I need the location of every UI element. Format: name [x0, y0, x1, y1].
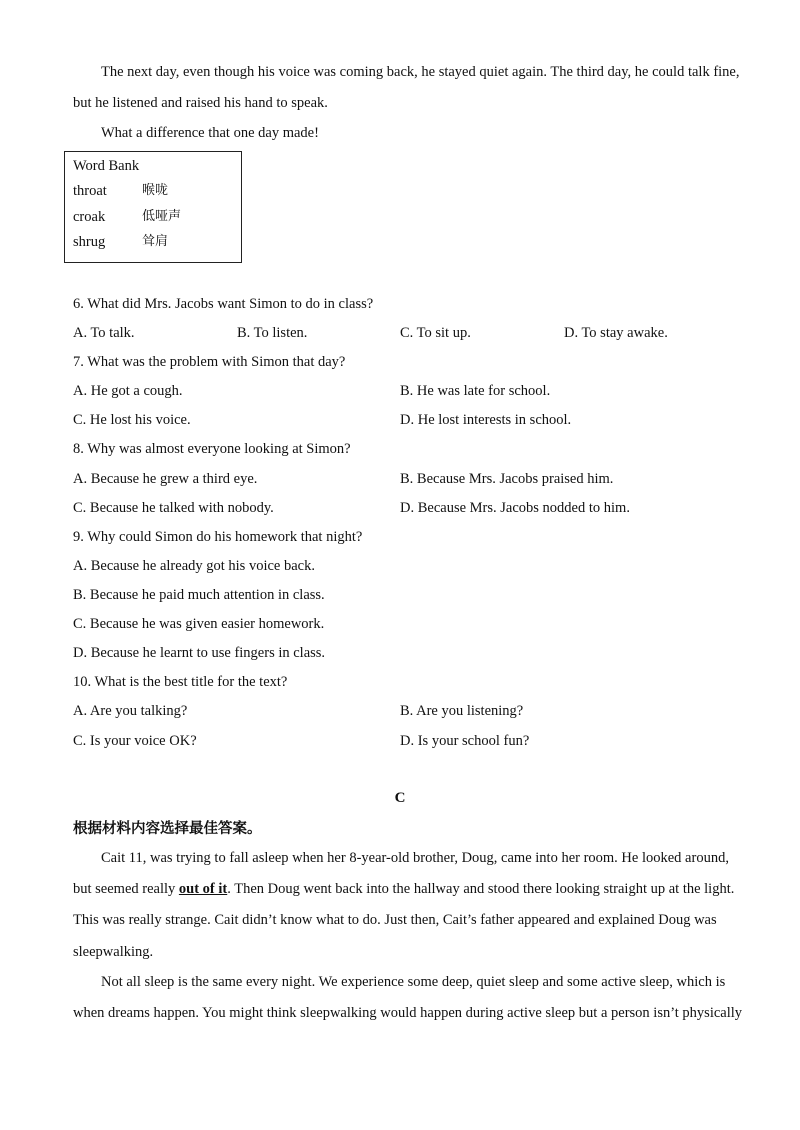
passage-paragraph: Cait 11, was trying to fall asleep when her 8-year-old brother, Doug, came into her room. He looked around, [101, 850, 729, 866]
word-bank-en: croak [73, 209, 106, 225]
passage-paragraph: What a difference that one day made! [101, 125, 319, 141]
question-text: 9. Why could Simon do his homework that night? [73, 529, 363, 545]
answer-option: D. He lost interests in school. [400, 412, 572, 428]
answer-option: C. He lost his voice. [73, 412, 191, 428]
word-bank-en: shrug [73, 234, 106, 250]
word-bank-cn: 喉咙 [142, 183, 169, 198]
passage-paragraph-continued: sleepwalking. [73, 944, 154, 960]
question-text: 6. What did Mrs. Jacobs want Simon to do in class? [73, 296, 374, 312]
section-instruction: 根据材料内容选择最佳答案。 [73, 821, 262, 837]
word-bank-cn: 耸肩 [142, 234, 169, 249]
answer-option: B. He was late for school. [400, 383, 551, 399]
answer-option: A. To talk. [73, 325, 135, 341]
answer-option: C. Is your voice OK? [73, 733, 197, 749]
word-bank-title: Word Bank [73, 158, 140, 174]
passage-paragraph-continued: This was really strange. Cait didn’t know what to do. Just then, Cait’s father appeared and explained Doug was [73, 912, 717, 928]
passage-paragraph-continued [73, 879, 734, 899]
underlined-phrase: out of it [178, 881, 228, 897]
answer-option: C. To sit up. [400, 325, 471, 341]
answer-option: A. Are you talking? [73, 703, 188, 719]
answer-option: D. Because Mrs. Jacobs nodded to him. [400, 500, 630, 516]
word-bank-box [64, 151, 242, 263]
passage-paragraph: The next day, even though his voice was coming back, he stayed quiet again. The third day, he could talk fine, [101, 64, 740, 80]
answer-option: B. To listen. [237, 325, 308, 341]
question-text: 7. What was the problem with Simon that day? [73, 354, 346, 370]
answer-option: C. Because he talked with nobody. [73, 500, 274, 516]
word-bank-en: throat [73, 183, 107, 199]
section-heading: C [394, 790, 406, 806]
question-text: 8. Why was almost everyone looking at Simon? [73, 441, 351, 457]
answer-option: D. Because he learnt to use fingers in class. [73, 645, 326, 661]
answer-option: B. Because Mrs. Jacobs praised him. [400, 471, 614, 487]
answer-option: D. To stay awake. [564, 325, 668, 341]
passage-paragraph-continued: when dreams happen. You might think sleepwalking would happen during active sleep but a person isn’t physically [73, 1005, 743, 1021]
answer-option: B. Are you listening? [400, 703, 524, 719]
answer-option: D. Is your school fun? [400, 733, 530, 749]
answer-option: B. Because he paid much attention in class. [73, 587, 325, 603]
passage-text: . Then Doug went back into the hallway and stood there looking straight up at the light. [227, 881, 735, 897]
answer-option: A. He got a cough. [73, 383, 183, 399]
word-bank-cn: 低哑声 [142, 209, 182, 224]
passage-paragraph-continued: but he listened and raised his hand to speak. [73, 95, 328, 111]
passage-text: but seemed really [73, 881, 179, 897]
answer-option: A. Because he already got his voice back. [73, 558, 315, 574]
question-text: 10. What is the best title for the text? [73, 674, 288, 690]
passage-paragraph: Not all sleep is the same every night. We experience some deep, quiet sleep and some active sleep, which is [101, 974, 726, 990]
answer-option: C. Because he was given easier homework. [73, 616, 325, 632]
answer-option: A. Because he grew a third eye. [73, 471, 258, 487]
